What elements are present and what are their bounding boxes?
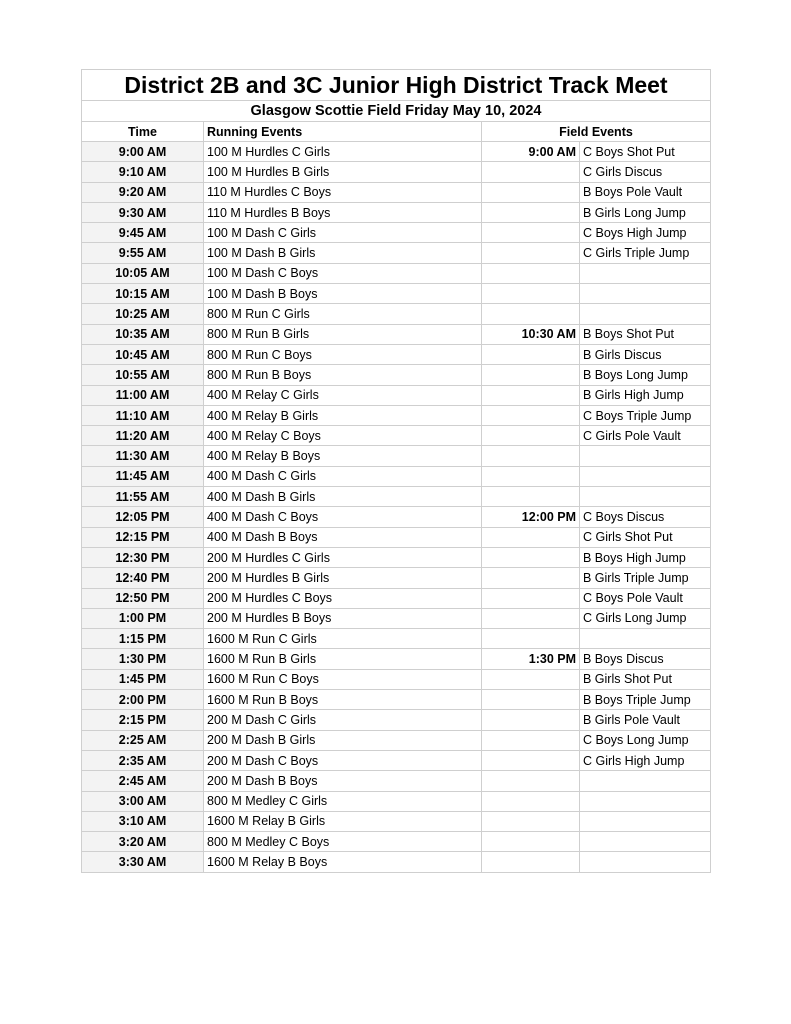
running-event-cell: 200 M Hurdles C Girls xyxy=(204,547,482,567)
field-event-cell: B Girls Shot Put xyxy=(580,669,711,689)
field-time-cell xyxy=(482,588,580,608)
schedule-row xyxy=(82,730,711,750)
field-time-cell xyxy=(482,365,580,385)
field-time-cell: 10:30 AM xyxy=(482,324,580,344)
schedule-row xyxy=(82,507,711,527)
field-event-cell: C Boys Shot Put xyxy=(580,142,711,162)
schedule-row xyxy=(82,791,711,811)
running-event-cell: 110 M Hurdles B Boys xyxy=(204,202,482,222)
running-time-cell: 12:05 PM xyxy=(82,507,204,527)
header-field-events: Field Events xyxy=(482,122,711,142)
field-event-cell xyxy=(580,304,711,324)
field-time-cell xyxy=(482,852,580,872)
running-event-cell: 200 M Hurdles C Boys xyxy=(204,588,482,608)
running-time-cell: 10:55 AM xyxy=(82,365,204,385)
running-event-cell: 800 M Run B Girls xyxy=(204,324,482,344)
field-time-cell xyxy=(482,669,580,689)
running-time-cell: 11:20 AM xyxy=(82,426,204,446)
header-row xyxy=(82,122,711,142)
field-event-cell: C Boys Pole Vault xyxy=(580,588,711,608)
field-event-cell: C Boys Discus xyxy=(580,507,711,527)
running-event-cell: 800 M Run B Boys xyxy=(204,365,482,385)
running-time-cell: 11:30 AM xyxy=(82,446,204,466)
schedule-row xyxy=(82,649,711,669)
field-time-cell xyxy=(482,690,580,710)
field-event-cell: C Boys High Jump xyxy=(580,223,711,243)
schedule-row xyxy=(82,304,711,324)
field-event-cell: C Girls High Jump xyxy=(580,750,711,770)
running-event-cell: 1600 M Relay B Girls xyxy=(204,811,482,831)
schedule-row xyxy=(82,385,711,405)
schedule-row xyxy=(82,690,711,710)
running-event-cell: 200 M Dash B Boys xyxy=(204,771,482,791)
field-time-cell xyxy=(482,710,580,730)
field-event-cell: B Girls Triple Jump xyxy=(580,568,711,588)
field-event-cell: B Boys Discus xyxy=(580,649,711,669)
running-event-cell: 400 M Dash C Boys xyxy=(204,507,482,527)
field-time-cell xyxy=(482,223,580,243)
field-event-cell xyxy=(580,771,711,791)
field-event-cell xyxy=(580,811,711,831)
schedule-row xyxy=(82,487,711,507)
running-time-cell: 2:25 AM xyxy=(82,730,204,750)
field-time-cell xyxy=(482,426,580,446)
running-time-cell: 1:30 PM xyxy=(82,649,204,669)
schedule-row xyxy=(82,284,711,304)
running-event-cell: 400 M Relay B Boys xyxy=(204,446,482,466)
field-event-cell: C Girls Shot Put xyxy=(580,527,711,547)
running-time-cell: 9:20 AM xyxy=(82,182,204,202)
running-time-cell: 2:45 AM xyxy=(82,771,204,791)
running-event-cell: 400 M Dash C Girls xyxy=(204,466,482,486)
running-time-cell: 10:25 AM xyxy=(82,304,204,324)
schedule-row xyxy=(82,182,711,202)
running-event-cell: 800 M Run C Boys xyxy=(204,344,482,364)
running-time-cell: 10:45 AM xyxy=(82,344,204,364)
field-event-cell xyxy=(580,446,711,466)
field-time-cell: 1:30 PM xyxy=(482,649,580,669)
field-time-cell xyxy=(482,629,580,649)
field-time-cell xyxy=(482,304,580,324)
page-title: District 2B and 3C Junior High District Track Meet xyxy=(82,70,711,101)
running-event-cell: 100 M Dash C Boys xyxy=(204,263,482,283)
field-time-cell: 9:00 AM xyxy=(482,142,580,162)
field-event-cell xyxy=(580,263,711,283)
running-time-cell: 1:15 PM xyxy=(82,629,204,649)
field-event-cell: C Girls Triple Jump xyxy=(580,243,711,263)
field-time-cell xyxy=(482,405,580,425)
schedule-row xyxy=(82,223,711,243)
schedule-row xyxy=(82,608,711,628)
schedule-row xyxy=(82,263,711,283)
running-time-cell: 3:20 AM xyxy=(82,832,204,852)
running-time-cell: 11:10 AM xyxy=(82,405,204,425)
running-time-cell: 12:15 PM xyxy=(82,527,204,547)
running-time-cell: 9:55 AM xyxy=(82,243,204,263)
field-event-cell xyxy=(580,852,711,872)
field-time-cell xyxy=(482,243,580,263)
field-time-cell xyxy=(482,162,580,182)
running-event-cell: 200 M Dash C Girls xyxy=(204,710,482,730)
running-event-cell: 400 M Relay C Boys xyxy=(204,426,482,446)
running-event-cell: 200 M Hurdles B Boys xyxy=(204,608,482,628)
schedule-row xyxy=(82,162,711,182)
field-event-cell: B Boys High Jump xyxy=(580,547,711,567)
field-event-cell: C Girls Pole Vault xyxy=(580,426,711,446)
running-event-cell: 800 M Medley C Boys xyxy=(204,832,482,852)
field-time-cell xyxy=(482,344,580,364)
field-event-cell xyxy=(580,791,711,811)
running-event-cell: 400 M Dash B Boys xyxy=(204,527,482,547)
field-event-cell: B Girls Long Jump xyxy=(580,202,711,222)
field-time-cell xyxy=(482,750,580,770)
running-event-cell: 100 M Hurdles B Girls xyxy=(204,162,482,182)
running-event-cell: 800 M Medley C Girls xyxy=(204,791,482,811)
field-time-cell xyxy=(482,263,580,283)
schedule-table xyxy=(81,69,711,873)
schedule-row xyxy=(82,142,711,162)
running-time-cell: 10:05 AM xyxy=(82,263,204,283)
running-time-cell: 2:00 PM xyxy=(82,690,204,710)
schedule-row xyxy=(82,750,711,770)
running-event-cell: 100 M Dash C Girls xyxy=(204,223,482,243)
running-time-cell: 1:45 PM xyxy=(82,669,204,689)
running-time-cell: 11:00 AM xyxy=(82,385,204,405)
running-event-cell: 1600 M Run C Boys xyxy=(204,669,482,689)
schedule-row xyxy=(82,446,711,466)
running-time-cell: 9:00 AM xyxy=(82,142,204,162)
field-event-cell: B Boys Triple Jump xyxy=(580,690,711,710)
running-event-cell: 100 M Dash B Girls xyxy=(204,243,482,263)
field-event-cell xyxy=(580,832,711,852)
field-event-cell: B Boys Pole Vault xyxy=(580,182,711,202)
field-time-cell xyxy=(482,832,580,852)
running-time-cell: 2:15 PM xyxy=(82,710,204,730)
running-event-cell: 200 M Dash C Boys xyxy=(204,750,482,770)
running-event-cell: 200 M Dash B Girls xyxy=(204,730,482,750)
schedule-row xyxy=(82,832,711,852)
field-event-cell: B Boys Shot Put xyxy=(580,324,711,344)
running-time-cell: 3:10 AM xyxy=(82,811,204,831)
running-event-cell: 1600 M Run C Girls xyxy=(204,629,482,649)
schedule-row xyxy=(82,568,711,588)
header-running-events: Running Events xyxy=(204,122,482,142)
schedule-row xyxy=(82,324,711,344)
running-time-cell: 9:10 AM xyxy=(82,162,204,182)
running-time-cell: 2:35 AM xyxy=(82,750,204,770)
field-event-cell: B Girls Discus xyxy=(580,344,711,364)
schedule-row xyxy=(82,344,711,364)
schedule-row xyxy=(82,527,711,547)
running-event-cell: 800 M Run C Girls xyxy=(204,304,482,324)
running-time-cell: 11:55 AM xyxy=(82,487,204,507)
schedule-row xyxy=(82,466,711,486)
field-time-cell xyxy=(482,811,580,831)
field-time-cell xyxy=(482,284,580,304)
running-event-cell: 400 M Relay C Girls xyxy=(204,385,482,405)
header-time: Time xyxy=(82,122,204,142)
page-subtitle: Glasgow Scottie Field Friday May 10, 2024 xyxy=(82,101,711,122)
field-time-cell xyxy=(482,446,580,466)
field-event-cell xyxy=(580,629,711,649)
running-time-cell: 12:40 PM xyxy=(82,568,204,588)
field-event-cell xyxy=(580,466,711,486)
field-event-cell xyxy=(580,284,711,304)
schedule-row xyxy=(82,243,711,263)
field-time-cell xyxy=(482,791,580,811)
schedule-row xyxy=(82,710,711,730)
running-event-cell: 200 M Hurdles B Girls xyxy=(204,568,482,588)
field-event-cell: B Girls Pole Vault xyxy=(580,710,711,730)
field-event-cell: B Boys Long Jump xyxy=(580,365,711,385)
running-time-cell: 10:35 AM xyxy=(82,324,204,344)
field-time-cell xyxy=(482,527,580,547)
schedule-row xyxy=(82,405,711,425)
field-event-cell: C Girls Discus xyxy=(580,162,711,182)
field-event-cell: C Girls Long Jump xyxy=(580,608,711,628)
running-event-cell: 1600 M Relay B Boys xyxy=(204,852,482,872)
schedule-row xyxy=(82,811,711,831)
field-time-cell xyxy=(482,771,580,791)
running-time-cell: 1:00 PM xyxy=(82,608,204,628)
running-event-cell: 1600 M Run B Girls xyxy=(204,649,482,669)
running-time-cell: 9:45 AM xyxy=(82,223,204,243)
field-time-cell: 12:00 PM xyxy=(482,507,580,527)
field-event-cell: B Girls High Jump xyxy=(580,385,711,405)
schedule-row xyxy=(82,202,711,222)
schedule-row xyxy=(82,629,711,649)
schedule-row xyxy=(82,771,711,791)
running-time-cell: 12:30 PM xyxy=(82,547,204,567)
schedule-sheet xyxy=(81,69,710,873)
schedule-row xyxy=(82,852,711,872)
running-time-cell: 3:00 AM xyxy=(82,791,204,811)
field-time-cell xyxy=(482,568,580,588)
field-time-cell xyxy=(482,608,580,628)
running-time-cell: 12:50 PM xyxy=(82,588,204,608)
running-event-cell: 400 M Dash B Girls xyxy=(204,487,482,507)
schedule-row xyxy=(82,669,711,689)
running-event-cell: 100 M Hurdles C Girls xyxy=(204,142,482,162)
running-time-cell: 3:30 AM xyxy=(82,852,204,872)
schedule-row xyxy=(82,426,711,446)
field-time-cell xyxy=(482,385,580,405)
running-event-cell: 400 M Relay B Girls xyxy=(204,405,482,425)
field-time-cell xyxy=(482,202,580,222)
running-time-cell: 9:30 AM xyxy=(82,202,204,222)
field-time-cell xyxy=(482,487,580,507)
schedule-row xyxy=(82,547,711,567)
field-event-cell: C Boys Long Jump xyxy=(580,730,711,750)
field-time-cell xyxy=(482,466,580,486)
field-time-cell xyxy=(482,730,580,750)
field-event-cell xyxy=(580,487,711,507)
schedule-row xyxy=(82,588,711,608)
running-event-cell: 110 M Hurdles C Boys xyxy=(204,182,482,202)
running-time-cell: 10:15 AM xyxy=(82,284,204,304)
field-time-cell xyxy=(482,547,580,567)
running-event-cell: 100 M Dash B Boys xyxy=(204,284,482,304)
field-event-cell: C Boys Triple Jump xyxy=(580,405,711,425)
running-time-cell: 11:45 AM xyxy=(82,466,204,486)
field-time-cell xyxy=(482,182,580,202)
schedule-row xyxy=(82,365,711,385)
running-event-cell: 1600 M Run B Boys xyxy=(204,690,482,710)
